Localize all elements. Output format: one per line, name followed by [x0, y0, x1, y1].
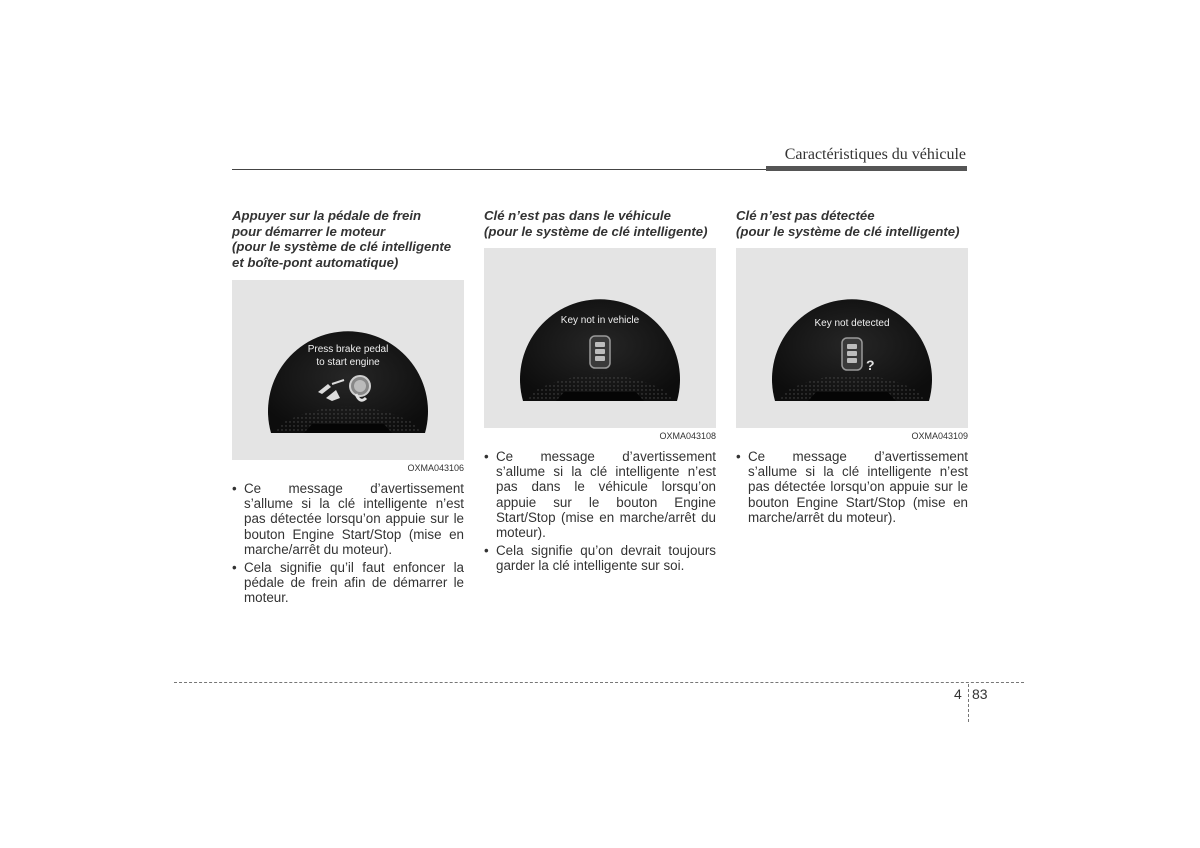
section-heading: Clé n’est pas détectée (pour le système de clé intelligente) [736, 208, 960, 239]
chapter-number: 4 [954, 686, 962, 702]
cluster-display-figure [484, 248, 716, 428]
display-text-line-1: Key not detected [814, 318, 890, 329]
smart-key-icon [590, 336, 610, 368]
page-number: 83 [972, 686, 988, 702]
bullet-list [736, 449, 968, 525]
bullet-list [484, 449, 716, 574]
header-rule-accent [766, 166, 967, 171]
page-header-title: Caractéristiques du véhicule [784, 146, 966, 163]
section-heading: Appuyer sur la pédale de frein pour démarrer le moteur (pour le système de clé intelligente et boîte-pont automatique) [232, 208, 452, 270]
bullet-list [232, 481, 464, 606]
smart-key-icon [842, 338, 862, 370]
page-number-divider [968, 684, 969, 722]
display-text-line-1: Key not in vehicle [560, 315, 640, 326]
bullet-item: • Cela signifie qu’il faut enfoncer la pédale de frein afin de démarrer le moteur. [232, 560, 464, 606]
bullet-item: • Ce message d’avertissement s’allume si la clé intelligente n’est pas détectée lorsqu’on appuie sur le bouton Engine Start/Stop (mise en marche/arrêt du moteur). [736, 449, 968, 525]
display-text-line-2: to start engine [316, 357, 380, 368]
image-code: OXMA043108 [659, 431, 716, 441]
bullet-item: • Ce message d’avertissement s’allume si la clé intelligente n’est pas dans le véhicule lorsqu’on appuie sur le bouton Engine Start/Stop (mise en marche/arrêt du moteur). [484, 449, 716, 540]
footer-dashed-rule [174, 682, 1024, 683]
display-text-line-1: Press brake pedal [307, 344, 389, 355]
column-key-not-in-vehicle [484, 208, 716, 577]
cluster-display-figure [736, 248, 968, 428]
bullet-item: • Ce message d’avertissement s’allume si la clé intelligente n’est pas détectée lorsqu’on appuie sur le bouton Engine Start/Stop (mise en marche/arrêt du moteur). [232, 481, 464, 557]
bullet-item: • Cela signifie qu’on devrait toujours garder la clé intelligente sur soi. [484, 543, 716, 573]
image-code: OXMA043109 [911, 431, 968, 441]
column-key-not-detected [736, 208, 968, 528]
image-code: OXMA043106 [407, 463, 464, 473]
cluster-display-figure [232, 280, 464, 460]
column-brake-pedal [232, 208, 464, 609]
question-mark-symbol: ? [866, 357, 875, 373]
section-heading: Clé n’est pas dans le véhicule (pour le système de clé intelligente) [484, 208, 708, 239]
